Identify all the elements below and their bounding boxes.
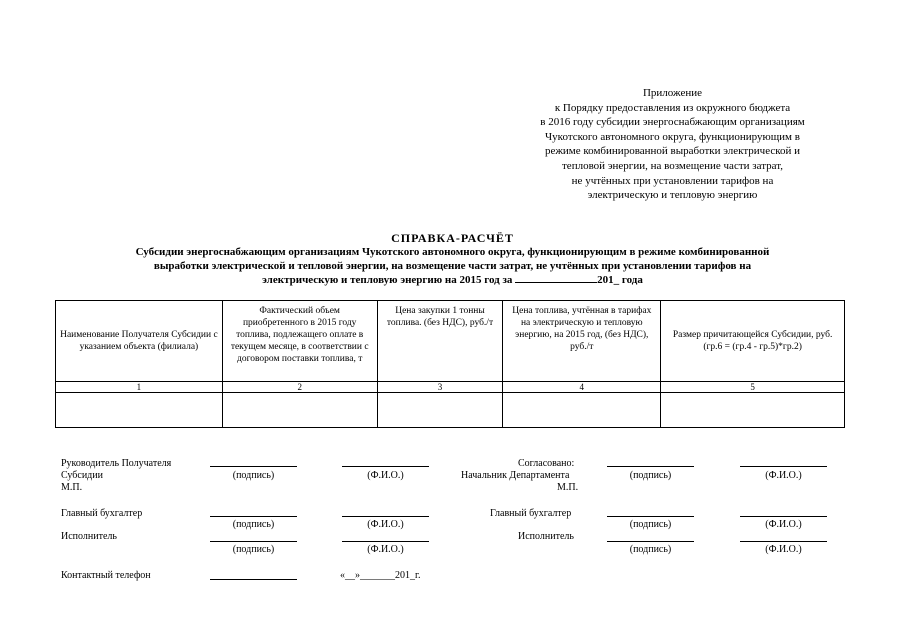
subtitle-line-3 [60, 273, 845, 287]
name-line[interactable] [740, 541, 827, 542]
header-purchase-price: Цена закупки 1 тонны топлива. (без НДС), руб./т [377, 301, 503, 382]
table-row [56, 393, 845, 428]
column-number: 1 [56, 382, 223, 393]
table-header-row [56, 301, 845, 382]
document-title: СПРАВКА-РАСЧЁТ [391, 231, 514, 245]
fio-caption: (Ф.И.О.) [367, 544, 404, 555]
appendix-line: электрическую и тепловую энергию [587, 189, 758, 202]
subtitle-line-suffix: 201_ года [597, 274, 643, 286]
table-cell[interactable] [377, 393, 503, 428]
podpis-caption: (подпись) [629, 544, 672, 555]
phone-line[interactable] [210, 579, 297, 580]
appendix-block [510, 86, 835, 203]
signature-line[interactable] [607, 541, 694, 542]
header-subsidy-amount: Размер причитающейся Субсидии, руб. (гр.6 = (гр.4 - гр.5)*гр.2) [661, 301, 845, 382]
fio-caption: (Ф.И.О.) [765, 519, 802, 530]
table-cell[interactable] [222, 393, 377, 428]
name-line[interactable] [740, 466, 827, 467]
fio-caption: (Ф.И.О.) [765, 544, 802, 555]
fio-caption: (Ф.И.О.) [367, 470, 404, 481]
head-label-2: Субсидии [61, 470, 103, 481]
chief-accountant-label-right: Главный бухгалтер [490, 508, 572, 519]
appendix-line: к Порядку предоставления из окружного бюджета [554, 101, 791, 114]
table-number-row [56, 382, 845, 393]
header-tariff-price: Цена топлива, учтённая в тарифах на электрическую и тепловую энергию, на 2015 год, (без НДС), руб./т [503, 301, 661, 382]
appendix-line: тепловой энергии, на возмещение части затрат, [562, 159, 783, 172]
podpis-caption: (подпись) [232, 544, 275, 555]
table-cell[interactable] [56, 393, 223, 428]
signature-line[interactable] [607, 516, 694, 517]
executor-label-right: Исполнитель [518, 531, 574, 542]
name-line[interactable] [342, 466, 429, 467]
dept-head-label: Начальник Департамента [461, 470, 570, 481]
fio-caption: (Ф.И.О.) [765, 470, 802, 481]
podpis-caption: (подпись) [629, 519, 672, 530]
appendix-line: Чукотского автономного округа, функционирующим в [545, 130, 800, 143]
agreed-label: Согласовано: [518, 458, 575, 469]
signature-line[interactable] [607, 466, 694, 467]
name-line[interactable] [740, 516, 827, 517]
appendix-line: режиме комбинированной выработки электрической и [544, 145, 801, 158]
signature-line[interactable] [210, 541, 297, 542]
table-cell[interactable] [503, 393, 661, 428]
executor-label: Исполнитель [61, 531, 117, 542]
podpis-caption: (подпись) [232, 470, 275, 481]
column-number: 2 [222, 382, 377, 393]
column-number: 3 [377, 382, 503, 393]
mp-left: М.П. [61, 482, 83, 493]
name-line[interactable] [342, 516, 429, 517]
date-field[interactable]: «__»_______201_г. [340, 570, 421, 581]
subtitle-line: Субсидии энергоснабжающим организациям Чукотского автономного округа, функционирующим в режиме комбинированной [135, 246, 770, 258]
podpis-caption: (подпись) [629, 470, 672, 481]
fio-caption: (Ф.И.О.) [367, 519, 404, 530]
column-number: 5 [661, 382, 845, 393]
signature-line[interactable] [210, 516, 297, 517]
header-fuel-volume: Фактический объем приобретенного в 2015 году топлива, подлежащего оплате в текущем месяце, в соответствии с договором поставки топлива, т [222, 301, 377, 382]
header-recipient: Наименование Получателя Субсидии с указанием объекта (филиала) [56, 301, 223, 382]
appendix-line: Приложение [642, 87, 703, 99]
mp-right: М.П. [557, 482, 579, 493]
appendix-line: не учтённых при установлении тарифов на [571, 174, 774, 187]
head-label: Руководитель Получателя [61, 458, 172, 469]
phone-label: Контактный телефон [61, 570, 151, 581]
table-cell[interactable] [661, 393, 845, 428]
document-subtitle [60, 245, 845, 287]
chief-accountant-label: Главный бухгалтер [61, 508, 143, 519]
signature-line[interactable] [210, 466, 297, 467]
appendix-line: в 2016 году субсидии энергоснабжающим организациям [540, 116, 805, 129]
subtitle-line: выработки электрической и тепловой энергии, на возмещение части затрат, не учтённых при установлении тарифов на [153, 260, 752, 272]
name-line[interactable] [342, 541, 429, 542]
column-number: 4 [503, 382, 661, 393]
subtitle-line-prefix: электрическую и тепловую энергию на 2015 год за [262, 274, 516, 286]
calculation-table [55, 300, 845, 428]
period-blank [515, 273, 597, 283]
podpis-caption: (подпись) [232, 519, 275, 530]
